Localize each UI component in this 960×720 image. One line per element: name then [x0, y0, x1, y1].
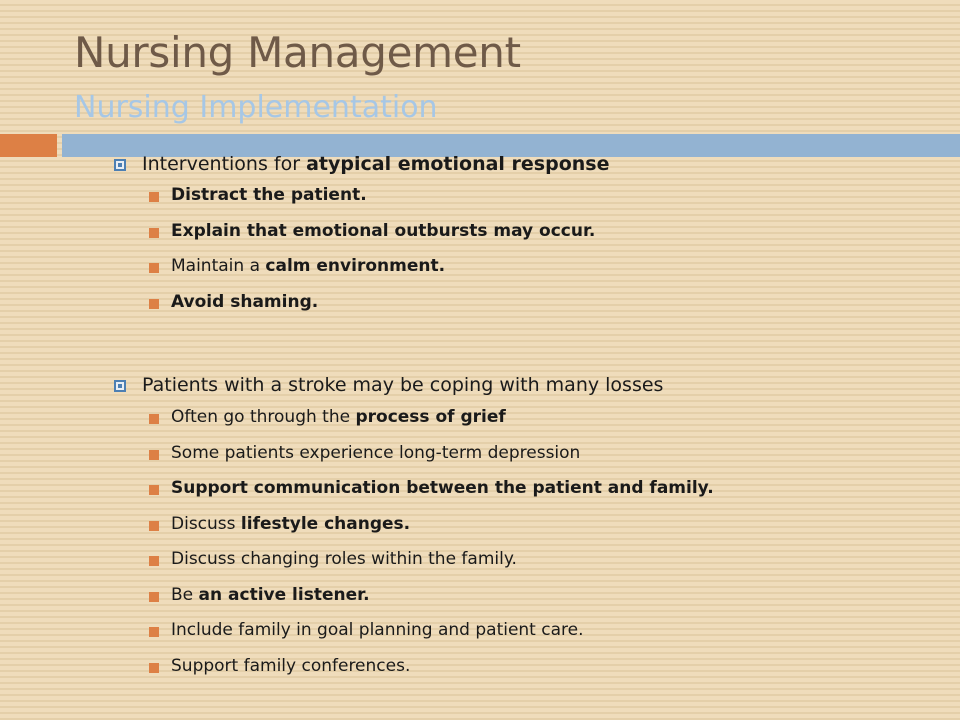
bullet-level2: [0, 619, 960, 655]
bullet-level2-text: Often go through the process of grief: [171, 407, 506, 427]
bullet-level2: [0, 477, 960, 513]
bullet-level1-text: Interventions for atypical emotional response: [142, 153, 610, 175]
bullet-level2-text: Support communication between the patient and family.: [171, 478, 714, 498]
orange-square-bullet-icon: [149, 299, 159, 309]
bullet-level2: [0, 655, 960, 691]
orange-square-bullet-icon: [149, 521, 159, 531]
bullet-level2-text: Explain that emotional outbursts may occur.: [171, 220, 596, 241]
bullet-level2: [0, 442, 960, 478]
bullet-level2-text: Avoid shaming.: [171, 291, 319, 312]
orange-square-bullet-icon: [149, 485, 159, 495]
bullet-level2: [0, 291, 960, 327]
bullet-level1-text: Patients with a stroke may be coping with many losses: [142, 374, 664, 396]
bullet-level2: [0, 220, 960, 256]
orange-square-bullet-icon: [149, 414, 159, 424]
bullet-level2: [0, 184, 960, 220]
square-outline-bullet-icon: [114, 380, 126, 392]
orange-square-bullet-icon: [149, 663, 159, 673]
bullet-level2: [0, 406, 960, 442]
bullet-level2-text: Distract the patient.: [171, 185, 367, 205]
slide-title: Nursing Management: [74, 28, 521, 77]
bullet-section-interventions: [0, 150, 960, 326]
bullet-level2-text: Some patients experience long-term depression: [171, 442, 581, 463]
bullet-level2-text: Maintain a calm environment.: [171, 256, 446, 276]
bullet-level2-text: Support family conferences.: [171, 655, 411, 676]
bullet-level1: [0, 150, 960, 180]
orange-square-bullet-icon: [149, 263, 159, 273]
bullet-level1: [0, 371, 960, 401]
bullet-section-coping: [0, 371, 960, 690]
orange-square-bullet-icon: [149, 192, 159, 202]
bullet-level2-text: Discuss lifestyle changes.: [171, 513, 411, 534]
orange-square-bullet-icon: [149, 627, 159, 637]
bullet-level2: [0, 513, 960, 549]
orange-square-bullet-icon: [149, 556, 159, 566]
bullet-level2-text: Be an active listener.: [171, 584, 370, 605]
slide-subtitle: Nursing Implementation: [74, 90, 438, 125]
orange-square-bullet-icon: [149, 228, 159, 238]
bullet-level2: [0, 255, 960, 291]
square-outline-bullet-icon: [114, 159, 126, 171]
orange-square-bullet-icon: [149, 450, 159, 460]
orange-square-bullet-icon: [149, 592, 159, 602]
bullet-level2: [0, 548, 960, 584]
bullet-level2-text: Discuss changing roles within the family.: [171, 549, 517, 569]
bullet-level2-text: Include family in goal planning and patient care.: [171, 620, 584, 640]
bullet-level2: [0, 584, 960, 620]
